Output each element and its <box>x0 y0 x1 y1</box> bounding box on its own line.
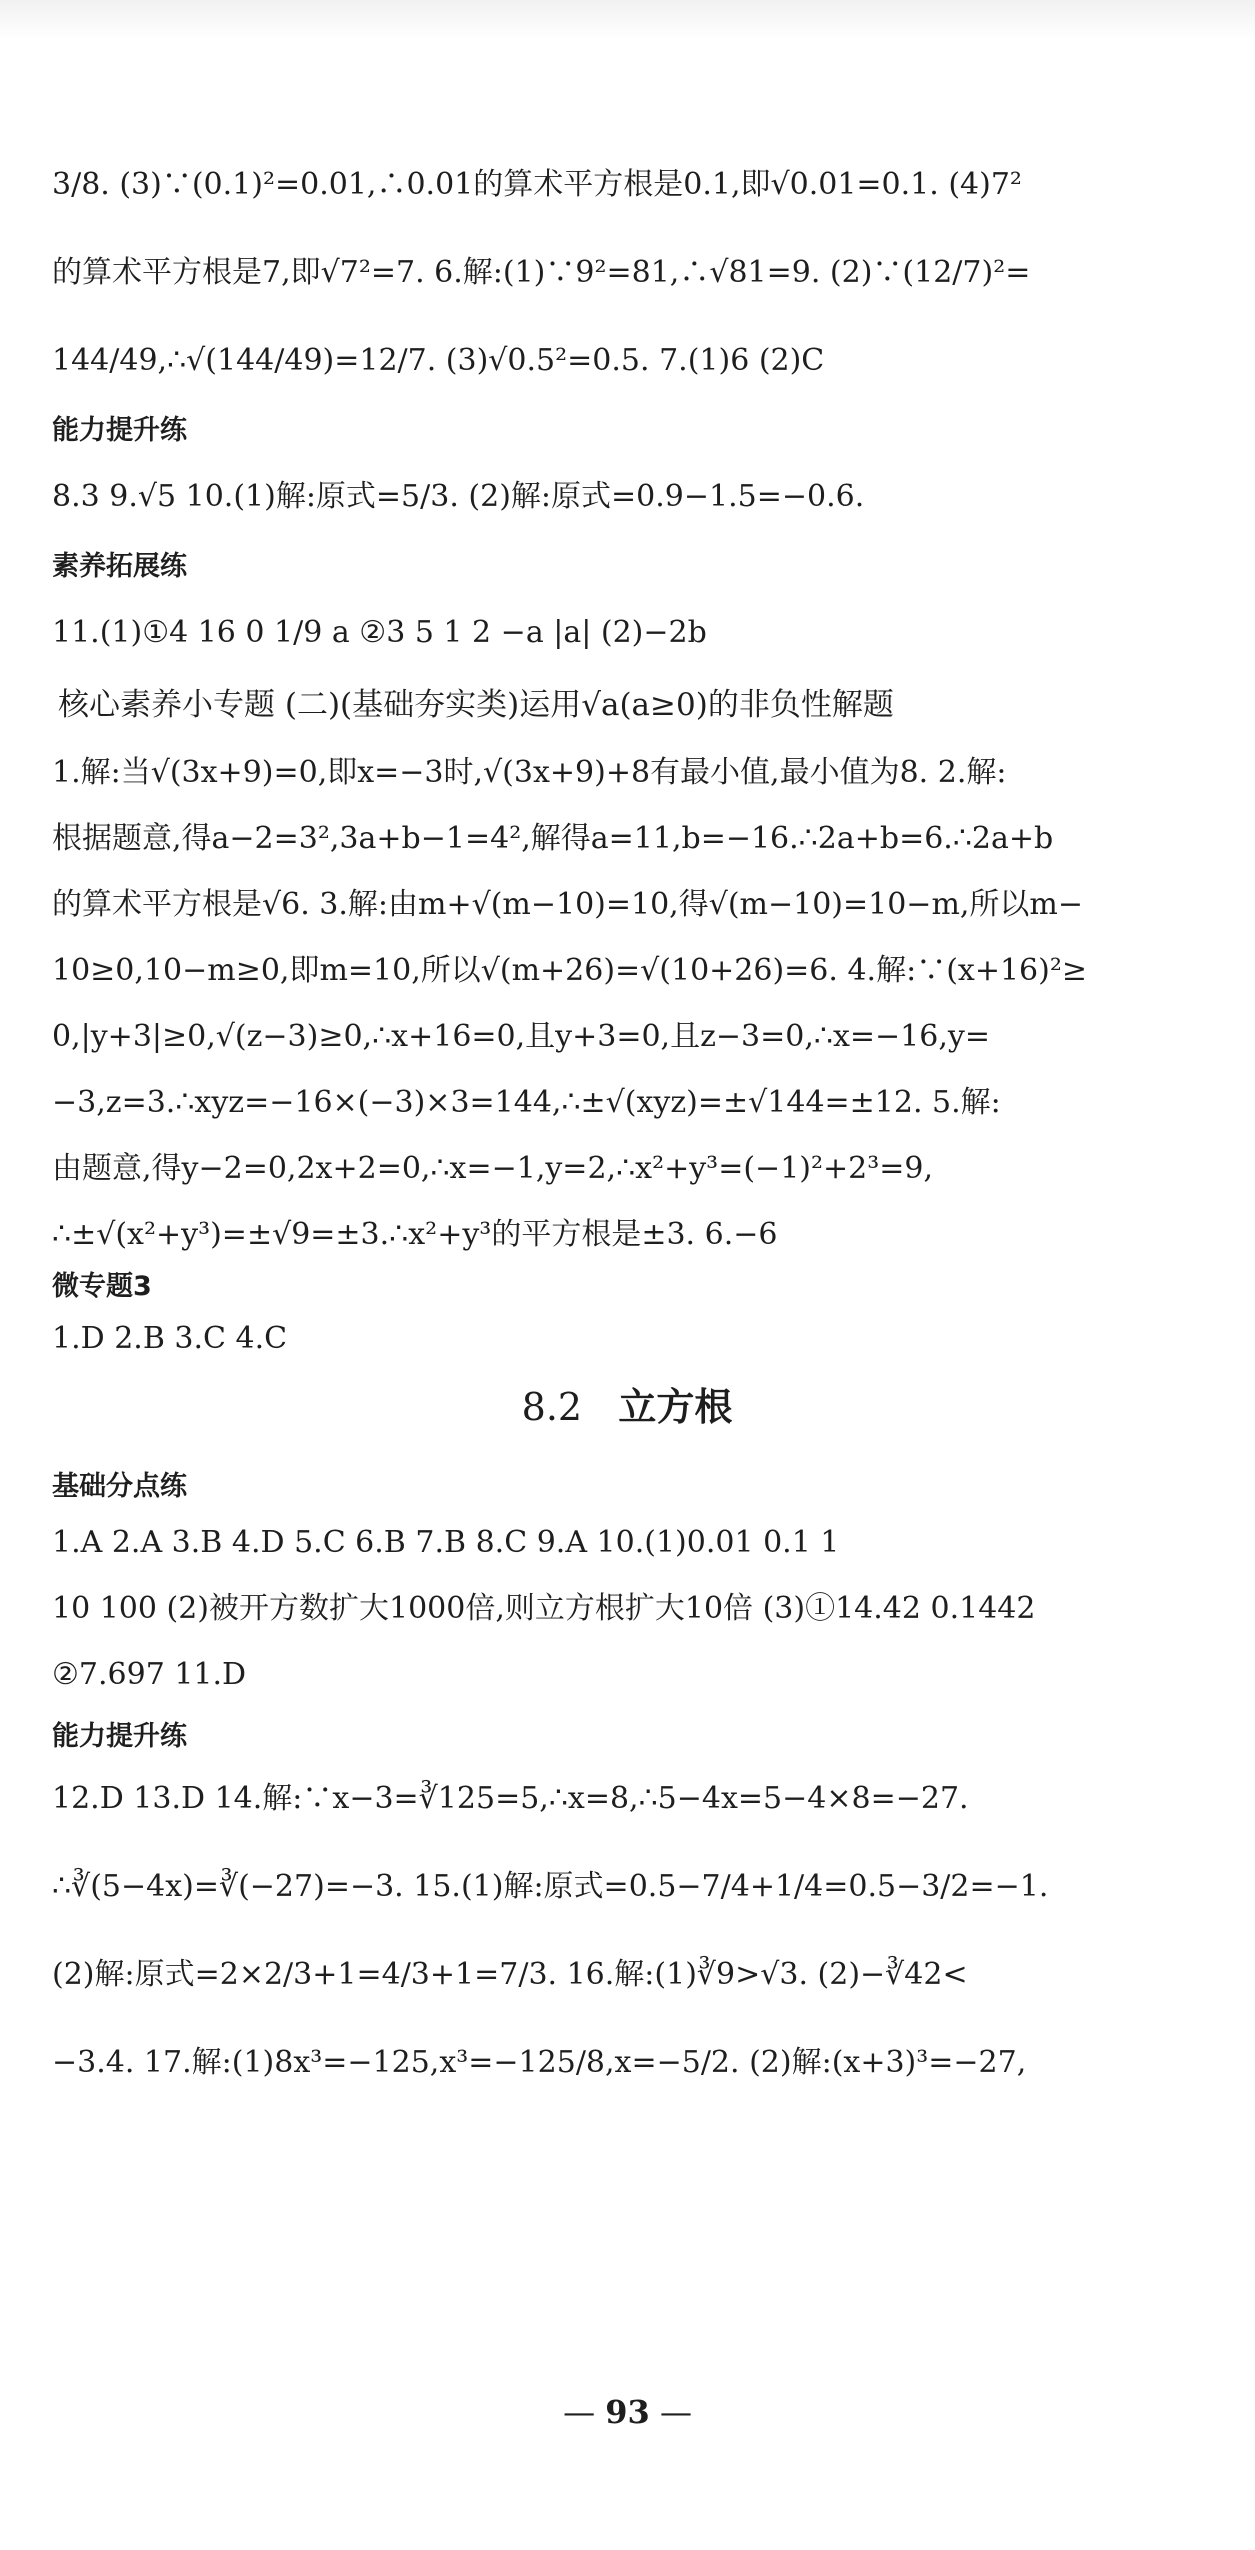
heading-micro-topic: 微专题3 <box>52 1271 152 1302</box>
answer-line: 144/49,∴√(144/49)=12/7. (3)√0.5²=0.5. 7.(1)6 (2)C <box>52 343 825 378</box>
page-content <box>52 165 1202 2083</box>
answer-line: ②7.697 11.D <box>52 1657 247 1692</box>
page-number <box>0 2393 1255 2431</box>
answer-line: 的算术平方根是7,即√7²=7. 6.解:(1)∵9²=81,∴√81=9. (2)∵(12/7)²= <box>52 255 1031 290</box>
answer-line: 11.(1)①4 16 0 1/9 a ②3 5 1 2 −a |a| (2)−2b <box>52 615 707 650</box>
answer-line: 10 100 (2)被开方数扩大1000倍,则立方根扩大10倍 (3)①14.42 0.1442 <box>52 1591 1036 1626</box>
page-number-dash: — <box>563 2393 606 2431</box>
answer-line: 10≥0,10−m≥0,即m=10,所以√(m+26)=√(10+26)=6. 4.解:∵(x+16)²≥ <box>52 953 1087 988</box>
answer-line: 3/8. (3)∵(0.1)²=0.01,∴0.01的算术平方根是0.1,即√0.01=0.1. (4)7² <box>52 167 1022 202</box>
answer-line: 的算术平方根是√6. 3.解:由m+√(m−10)=10,得√(m−10)=10−m,所以m− <box>52 887 1084 922</box>
page-number-dash: — <box>649 2393 692 2431</box>
answer-line: 由题意,得y−2=0,2x+2=0,∴x=−1,y=2,∴x²+y³=(−1)²+2³=9, <box>52 1151 934 1186</box>
answer-line: 0,|y+3|≥0,√(z−3)≥0,∴x+16=0,且y+3=0,且z−3=0,∴x=−16,y= <box>52 1019 990 1054</box>
answer-line: −3,z=3.∴xyz=−16×(−3)×3=144,∴±√(xyz)=±√144=±12. 5.解: <box>52 1085 1001 1120</box>
section-title <box>52 1385 1202 1429</box>
special-topic-title: 核心素养小专题 (二)(基础夯实类)运用√a(a≥0)的非负性解题 <box>58 687 894 723</box>
heading-basic-practice: 基础分点练 <box>52 1471 187 1502</box>
heading-ability-practice: 能力提升练 <box>52 1721 187 1752</box>
answer-line: 根据题意,得a−2=3²,3a+b−1=4²,解得a=11,b=−16.∴2a+b=6.∴2a+b <box>52 821 1054 856</box>
answer-line: ∴±√(x²+y³)=±√9=±3.∴x²+y³的平方根是±3. 6.−6 <box>52 1217 778 1252</box>
section-number: 8.2 <box>521 1385 583 1429</box>
scan-top-shadow <box>0 0 1255 40</box>
heading-ability-practice: 能力提升练 <box>52 415 187 446</box>
answer-line: (2)解:原式=2×2/3+1=4/3+1=7/3. 16.解:(1)∛9>√3. (2)−∛42< <box>52 1957 968 1992</box>
answer-line: 12.D 13.D 14.解:∵x−3=∛125=5,∴x=8,∴5−4x=5−4×8=−27. <box>52 1781 969 1816</box>
page-number-value: 93 <box>605 2393 650 2431</box>
section-name: 立方根 <box>618 1385 733 1429</box>
heading-literacy-extension: 素养拓展练 <box>52 551 187 582</box>
answer-line: 8.3 9.√5 10.(1)解:原式=5/3. (2)解:原式=0.9−1.5=−0.6. <box>52 479 865 514</box>
answer-line: 1.A 2.A 3.B 4.D 5.C 6.B 7.B 8.C 9.A 10.(1)0.01 0.1 1 <box>52 1525 840 1560</box>
answer-line: 1.D 2.B 3.C 4.C <box>52 1321 288 1356</box>
answer-line: ∴∛(5−4x)=∛(−27)=−3. 15.(1)解:原式=0.5−7/4+1/4=0.5−3/2=−1. <box>52 1869 1049 1904</box>
answer-line: −3.4. 17.解:(1)8x³=−125,x³=−125/8,x=−5/2. (2)解:(x+3)³=−27, <box>52 2045 1027 2080</box>
answer-line: 1.解:当√(3x+9)=0,即x=−3时,√(3x+9)+8有最小值,最小值为8. 2.解: <box>52 755 1007 790</box>
